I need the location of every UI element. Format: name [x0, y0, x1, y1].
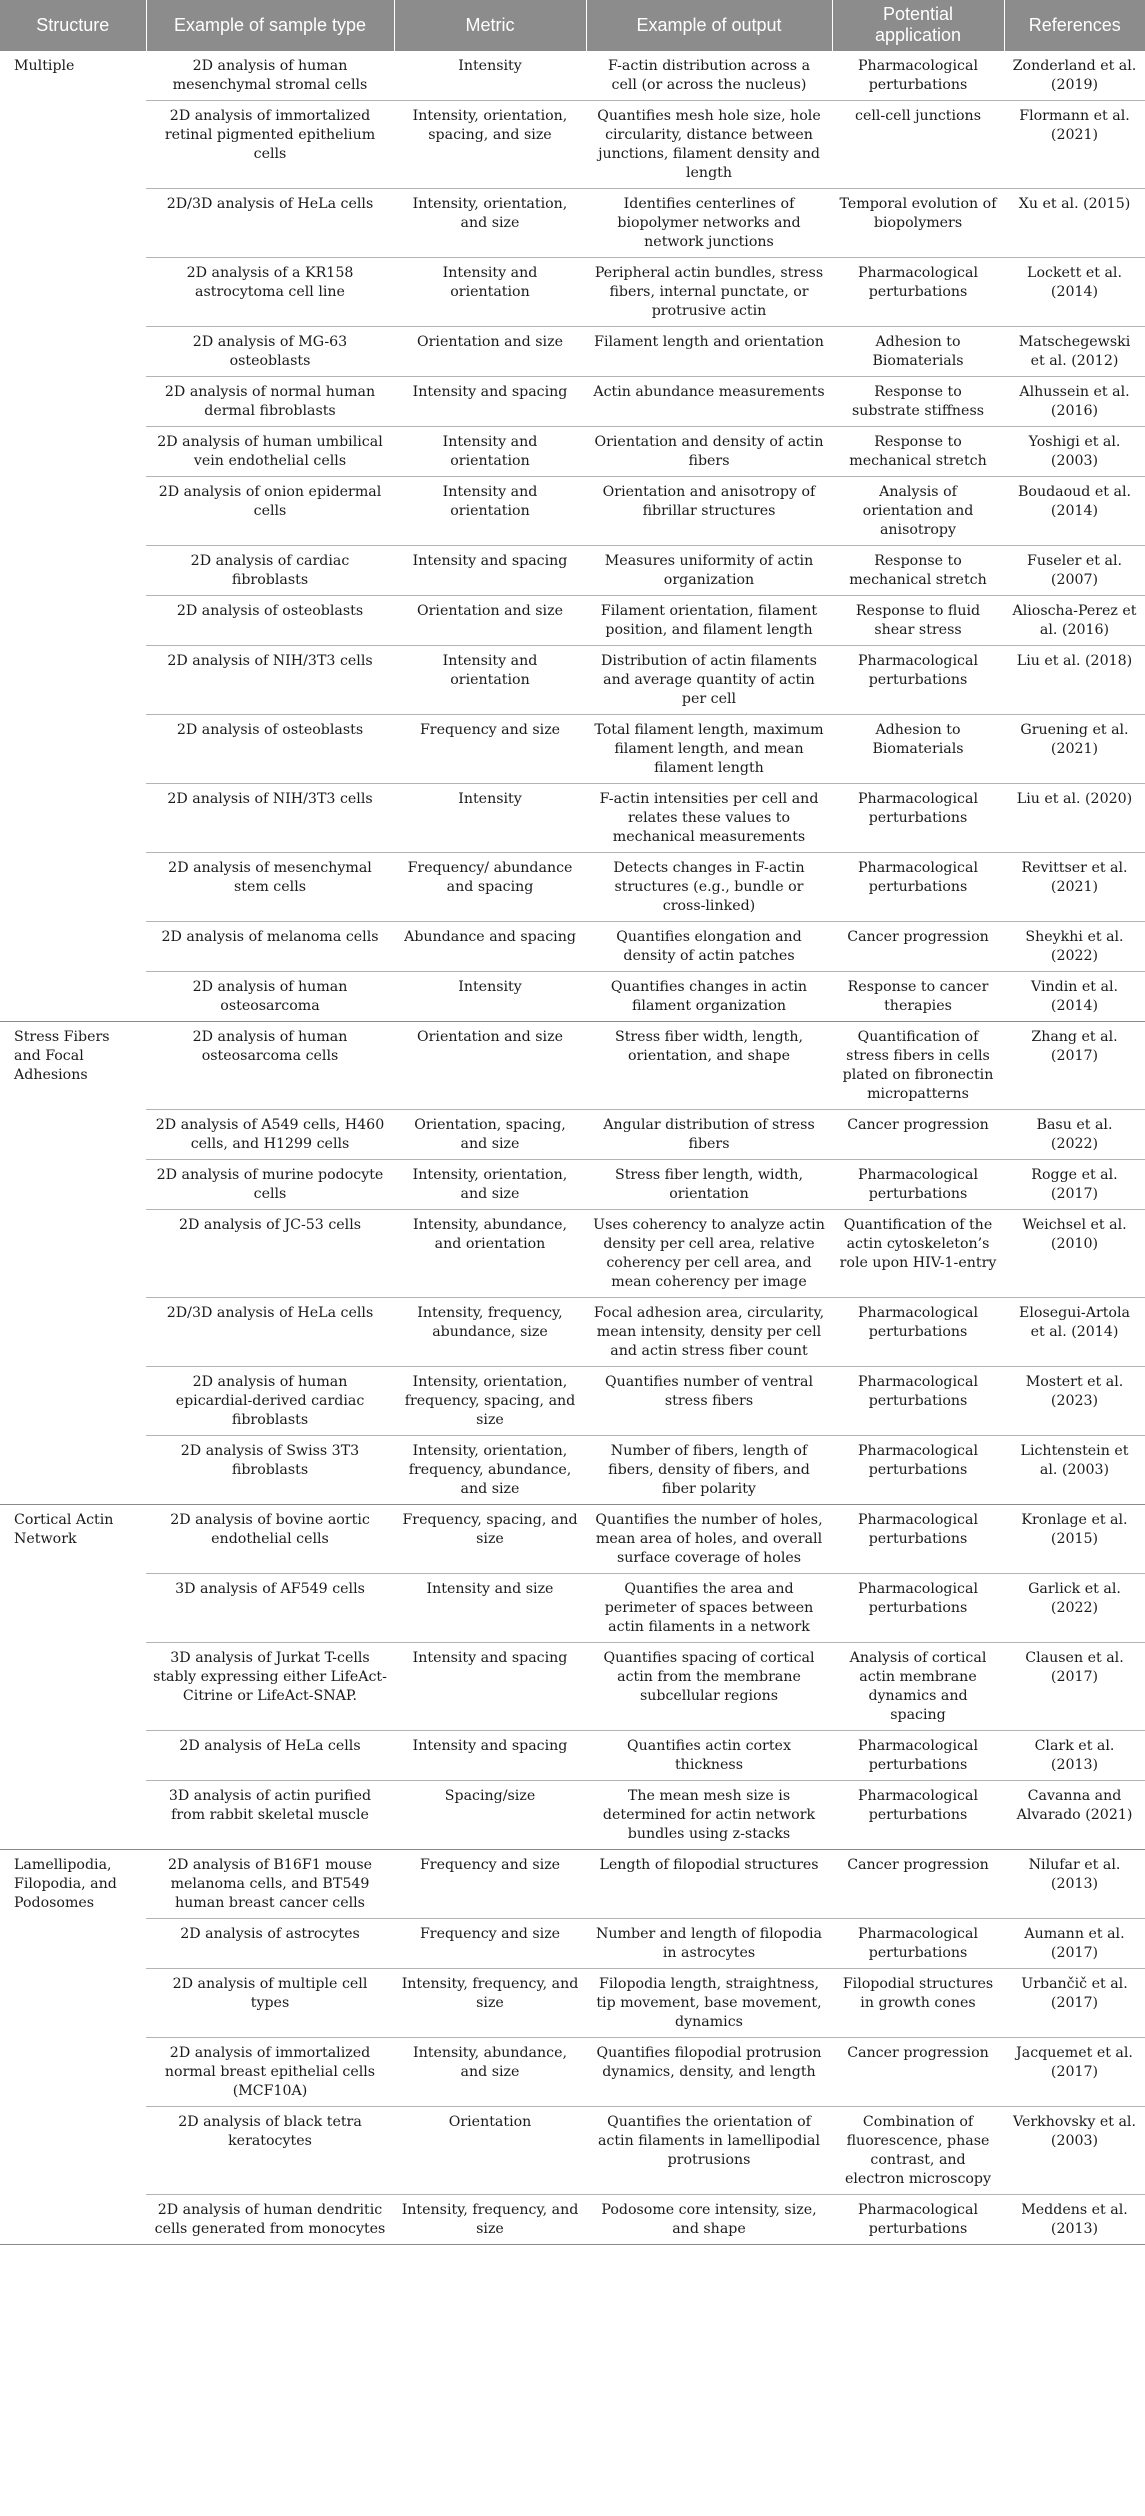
metric-cell: Intensity, frequency, and size — [394, 2195, 586, 2245]
sample-type-cell: 2D analysis of human epicardial-derived cardiac fibroblasts — [146, 1367, 394, 1436]
metric-cell: Spacing/size — [394, 1781, 586, 1850]
application-cell: Response to mechanical stretch — [832, 427, 1004, 477]
output-cell: Number of fibers, length of fibers, density of fibers, and fiber polarity — [586, 1436, 832, 1505]
reference-cell: Zonderland et al. (2019) — [1004, 51, 1145, 101]
metric-cell: Intensity and spacing — [394, 546, 586, 596]
metric-cell: Intensity and spacing — [394, 1731, 586, 1781]
application-cell: Cancer progression — [832, 1110, 1004, 1160]
output-cell: Quantifies actin cortex thickness — [586, 1731, 832, 1781]
sample-type-cell: 2D analysis of astrocytes — [146, 1919, 394, 1969]
metric-cell: Intensity, frequency, and size — [394, 1969, 586, 2038]
sample-type-cell: 2D analysis of a KR158 astrocytoma cell line — [146, 258, 394, 327]
reference-cell: Alhussein et al. (2016) — [1004, 377, 1145, 427]
metric-cell: Frequency and size — [394, 1850, 586, 1919]
output-cell: Focal adhesion area, circularity, mean intensity, density per cell and actin stress fiber count — [586, 1298, 832, 1367]
sample-type-cell: 2D analysis of MG-63 osteoblasts — [146, 327, 394, 377]
table-row — [0, 1367, 1145, 1436]
metric-cell: Intensity, orientation, and size — [394, 1160, 586, 1210]
metric-cell: Orientation and size — [394, 596, 586, 646]
metric-cell: Frequency and size — [394, 1919, 586, 1969]
application-cell: Pharmacological perturbations — [832, 51, 1004, 101]
header-output: Example of output — [586, 0, 832, 51]
output-cell: Quantifies number of ventral stress fibers — [586, 1367, 832, 1436]
metric-cell: Intensity and spacing — [394, 1643, 586, 1731]
metric-cell: Intensity — [394, 51, 586, 101]
table-row — [0, 377, 1145, 427]
table-row — [0, 1574, 1145, 1643]
reference-cell: Zhang et al. (2017) — [1004, 1022, 1145, 1110]
metric-cell: Frequency, spacing, and size — [394, 1505, 586, 1574]
table-row — [0, 1919, 1145, 1969]
reference-cell: Gruening et al. (2021) — [1004, 715, 1145, 784]
metric-cell: Intensity and orientation — [394, 427, 586, 477]
table-row — [0, 258, 1145, 327]
sample-type-cell: 2D analysis of human osteosarcoma — [146, 972, 394, 1022]
reference-cell: Elosegui-Artola et al. (2014) — [1004, 1298, 1145, 1367]
application-cell: Pharmacological perturbations — [832, 646, 1004, 715]
header-structure: Structure — [0, 0, 146, 51]
application-cell: Cancer progression — [832, 1850, 1004, 1919]
application-cell: Pharmacological perturbations — [832, 1298, 1004, 1367]
sample-type-cell: 2D analysis of melanoma cells — [146, 922, 394, 972]
reference-cell: Nilufar et al. (2013) — [1004, 1850, 1145, 1919]
reference-cell: Liu et al. (2020) — [1004, 784, 1145, 853]
sample-type-cell: 2D analysis of JC-53 cells — [146, 1210, 394, 1298]
output-cell: Angular distribution of stress fibers — [586, 1110, 832, 1160]
output-cell: Orientation and anisotropy of fibrillar structures — [586, 477, 832, 546]
reference-cell: Yoshigi et al. (2003) — [1004, 427, 1145, 477]
sample-type-cell: 2D analysis of NIH/3T3 cells — [146, 646, 394, 715]
output-cell: Detects changes in F-actin structures (e.g., bundle or cross-linked) — [586, 853, 832, 922]
sample-type-cell: 2D analysis of immortalized normal breast epithelial cells (MCF10A) — [146, 2038, 394, 2107]
metric-cell: Intensity, orientation, frequency, spacing, and size — [394, 1367, 586, 1436]
output-cell: Filament orientation, filament position, and filament length — [586, 596, 832, 646]
application-cell: Adhesion to Biomaterials — [832, 327, 1004, 377]
sample-type-cell: 2D analysis of mesenchymal stem cells — [146, 853, 394, 922]
table-row — [0, 596, 1145, 646]
application-cell: Pharmacological perturbations — [832, 1160, 1004, 1210]
table-row — [0, 1731, 1145, 1781]
table-row — [0, 101, 1145, 189]
table-row — [0, 2038, 1145, 2107]
metric-cell: Orientation, spacing, and size — [394, 1110, 586, 1160]
table-row — [0, 189, 1145, 258]
output-cell: Distribution of actin filaments and average quantity of actin per cell — [586, 646, 832, 715]
table-row — [0, 1110, 1145, 1160]
application-cell: Pharmacological perturbations — [832, 784, 1004, 853]
metric-cell: Intensity and orientation — [394, 646, 586, 715]
sample-type-cell: 2D analysis of onion epidermal cells — [146, 477, 394, 546]
application-cell: Quantification of stress fibers in cells plated on fibronectin micropatterns — [832, 1022, 1004, 1110]
output-cell: Quantifies the area and perimeter of spaces between actin filaments in a network — [586, 1574, 832, 1643]
sample-type-cell: 2D analysis of osteoblasts — [146, 715, 394, 784]
metric-cell: Intensity, orientation, and size — [394, 189, 586, 258]
table-body — [0, 51, 1145, 2245]
output-cell: Stress fiber width, length, orientation, and shape — [586, 1022, 832, 1110]
structure-cell: Multiple — [0, 51, 146, 1022]
reference-cell: Verkhovsky et al. (2003) — [1004, 2107, 1145, 2195]
sample-type-cell: 2D analysis of murine podocyte cells — [146, 1160, 394, 1210]
metric-cell: Intensity and orientation — [394, 258, 586, 327]
sample-type-cell: 2D analysis of Swiss 3T3 fibroblasts — [146, 1436, 394, 1505]
table-row — [0, 477, 1145, 546]
application-cell: Pharmacological perturbations — [832, 1781, 1004, 1850]
metric-cell: Intensity and size — [394, 1574, 586, 1643]
sample-type-cell: 2D analysis of human osteosarcoma cells — [146, 1022, 394, 1110]
metric-cell: Intensity, abundance, and orientation — [394, 1210, 586, 1298]
reference-cell: Aumann et al. (2017) — [1004, 1919, 1145, 1969]
metric-cell: Abundance and spacing — [394, 922, 586, 972]
output-cell: Quantifies spacing of cortical actin from the membrane subcellular regions — [586, 1643, 832, 1731]
output-cell: The mean mesh size is determined for actin network bundles using z-stacks — [586, 1781, 832, 1850]
application-cell: Pharmacological perturbations — [832, 1436, 1004, 1505]
reference-cell: Boudaoud et al. (2014) — [1004, 477, 1145, 546]
application-cell: Response to substrate stiffness — [832, 377, 1004, 427]
sample-type-cell: 2D analysis of human umbilical vein endothelial cells — [146, 427, 394, 477]
sample-type-cell: 2D analysis of HeLa cells — [146, 1731, 394, 1781]
reference-cell: Basu et al. (2022) — [1004, 1110, 1145, 1160]
metric-cell: Intensity, orientation, frequency, abundance, and size — [394, 1436, 586, 1505]
reference-cell: Cavanna and Alvarado (2021) — [1004, 1781, 1145, 1850]
application-cell: Pharmacological perturbations — [832, 1505, 1004, 1574]
output-cell: Total filament length, maximum filament length, and mean filament length — [586, 715, 832, 784]
output-cell: Filopodia length, straightness, tip movement, base movement, dynamics — [586, 1969, 832, 2038]
table-row — [0, 327, 1145, 377]
reference-cell: Liu et al. (2018) — [1004, 646, 1145, 715]
application-cell: Cancer progression — [832, 922, 1004, 972]
sample-type-cell: 2D analysis of cardiac fibroblasts — [146, 546, 394, 596]
metric-cell: Orientation and size — [394, 327, 586, 377]
sample-type-cell: 2D analysis of normal human dermal fibroblasts — [146, 377, 394, 427]
output-cell: Quantifies the orientation of actin filaments in lamellipodial protrusions — [586, 2107, 832, 2195]
table-row — [0, 922, 1145, 972]
output-cell: Identifies centerlines of biopolymer networks and network junctions — [586, 189, 832, 258]
metric-cell: Intensity, orientation, spacing, and size — [394, 101, 586, 189]
sample-type-cell: 2D analysis of human mesenchymal stromal cells — [146, 51, 394, 101]
table-row — [0, 646, 1145, 715]
output-cell: Number and length of filopodia in astrocytes — [586, 1919, 832, 1969]
output-cell: Filament length and orientation — [586, 327, 832, 377]
sample-type-cell: 3D analysis of AF549 cells — [146, 1574, 394, 1643]
reference-cell: Rogge et al. (2017) — [1004, 1160, 1145, 1210]
output-cell: Podosome core intensity, size, and shape — [586, 2195, 832, 2245]
sample-type-cell: 2D analysis of human dendritic cells generated from monocytes — [146, 2195, 394, 2245]
sample-type-cell: 2D analysis of immortalized retinal pigmented epithelium cells — [146, 101, 394, 189]
sample-type-cell: 2D/3D analysis of HeLa cells — [146, 1298, 394, 1367]
metric-cell: Intensity — [394, 784, 586, 853]
table-row — [0, 546, 1145, 596]
table-header-row — [0, 0, 1145, 51]
application-cell: Pharmacological perturbations — [832, 1731, 1004, 1781]
table-row — [0, 1022, 1145, 1110]
reference-cell: Weichsel et al. (2010) — [1004, 1210, 1145, 1298]
application-cell: Pharmacological perturbations — [832, 853, 1004, 922]
output-cell: Peripheral actin bundles, stress fibers, internal punctate, or protrusive actin — [586, 258, 832, 327]
metric-cell: Orientation — [394, 2107, 586, 2195]
table-row — [0, 2195, 1145, 2245]
application-cell: Cancer progression — [832, 2038, 1004, 2107]
table-row — [0, 1781, 1145, 1850]
metric-cell: Intensity, frequency, abundance, size — [394, 1298, 586, 1367]
header-application: Potential application — [832, 0, 1004, 51]
metric-cell: Intensity — [394, 972, 586, 1022]
output-cell: Quantifies elongation and density of actin patches — [586, 922, 832, 972]
reference-cell: Sheykhi et al. (2022) — [1004, 922, 1145, 972]
sample-type-cell: 3D analysis of actin purified from rabbit skeletal muscle — [146, 1781, 394, 1850]
reference-cell: Lockett et al. (2014) — [1004, 258, 1145, 327]
sample-type-cell: 2D analysis of B16F1 mouse melanoma cells, and BT549 human breast cancer cells — [146, 1850, 394, 1919]
output-cell: Actin abundance measurements — [586, 377, 832, 427]
reference-cell: Urbančič et al. (2017) — [1004, 1969, 1145, 2038]
table-row — [0, 1969, 1145, 2038]
table-row — [0, 784, 1145, 853]
table-row — [0, 1298, 1145, 1367]
application-cell: Response to cancer therapies — [832, 972, 1004, 1022]
header-metric: Metric — [394, 0, 586, 51]
application-cell: Filopodial structures in growth cones — [832, 1969, 1004, 2038]
table-row — [0, 1160, 1145, 1210]
table-row — [0, 51, 1145, 101]
application-cell: Pharmacological perturbations — [832, 1574, 1004, 1643]
table-row — [0, 715, 1145, 784]
reference-cell: Lichtenstein et al. (2003) — [1004, 1436, 1145, 1505]
metric-cell: Intensity, abundance, and size — [394, 2038, 586, 2107]
reference-cell: Clausen et al. (2017) — [1004, 1643, 1145, 1731]
output-cell: F-actin distribution across a cell (or across the nucleus) — [586, 51, 832, 101]
header-references: References — [1004, 0, 1145, 51]
application-cell: Analysis of cortical actin membrane dynamics and spacing — [832, 1643, 1004, 1731]
application-cell: Combination of fluorescence, phase contrast, and electron microscopy — [832, 2107, 1004, 2195]
table-row — [0, 1210, 1145, 1298]
application-cell: Quantification of the actin cytoskeleton’s role upon HIV-1-entry — [832, 1210, 1004, 1298]
application-cell: Temporal evolution of biopolymers — [832, 189, 1004, 258]
reference-cell: Jacquemet et al. (2017) — [1004, 2038, 1145, 2107]
reference-cell: Alioscha-Perez et al. (2016) — [1004, 596, 1145, 646]
output-cell: Quantifies mesh hole size, hole circularity, distance between junctions, filament density and length — [586, 101, 832, 189]
output-cell: Stress fiber length, width, orientation — [586, 1160, 832, 1210]
metric-cell: Intensity and spacing — [394, 377, 586, 427]
reference-cell: Xu et al. (2015) — [1004, 189, 1145, 258]
table-row — [0, 972, 1145, 1022]
application-cell: Response to mechanical stretch — [832, 546, 1004, 596]
output-cell: Orientation and density of actin fibers — [586, 427, 832, 477]
sample-type-cell: 2D analysis of A549 cells, H460 cells, and H1299 cells — [146, 1110, 394, 1160]
sample-type-cell: 2D/3D analysis of HeLa cells — [146, 189, 394, 258]
table-row — [0, 1850, 1145, 1919]
application-cell: Pharmacological perturbations — [832, 2195, 1004, 2245]
sample-type-cell: 2D analysis of bovine aortic endothelial cells — [146, 1505, 394, 1574]
reference-cell: Vindin et al. (2014) — [1004, 972, 1145, 1022]
reference-cell: Mostert et al. (2023) — [1004, 1367, 1145, 1436]
output-cell: Quantifies filopodial protrusion dynamics, density, and length — [586, 2038, 832, 2107]
application-cell: Analysis of orientation and anisotropy — [832, 477, 1004, 546]
metric-cell: Frequency/ abundance and spacing — [394, 853, 586, 922]
structure-cell: Stress Fibers and Focal Adhesions — [0, 1022, 146, 1505]
output-cell: Quantifies the number of holes, mean area of holes, and overall surface coverage of holes — [586, 1505, 832, 1574]
reference-cell: Revittser et al. (2021) — [1004, 853, 1145, 922]
reference-cell: Fuseler et al. (2007) — [1004, 546, 1145, 596]
sample-type-cell: 2D analysis of NIH/3T3 cells — [146, 784, 394, 853]
application-cell: Pharmacological perturbations — [832, 258, 1004, 327]
table-row — [0, 853, 1145, 922]
table-row — [0, 1436, 1145, 1505]
output-cell: Length of filopodial structures — [586, 1850, 832, 1919]
application-cell: Pharmacological perturbations — [832, 1919, 1004, 1969]
table-row — [0, 427, 1145, 477]
table-row — [0, 1505, 1145, 1574]
output-cell: Measures uniformity of actin organization — [586, 546, 832, 596]
sample-type-cell: 3D analysis of Jurkat T-cells stably expressing either LifeAct-Citrine or LifeAct-SNAP. — [146, 1643, 394, 1731]
output-cell: Uses coherency to analyze actin density per cell area, relative coherency per cell area, and mean coherency per image — [586, 1210, 832, 1298]
sample-type-cell: 2D analysis of osteoblasts — [146, 596, 394, 646]
table-row — [0, 1643, 1145, 1731]
reference-cell: Meddens et al. (2013) — [1004, 2195, 1145, 2245]
reference-cell: Kronlage et al. (2015) — [1004, 1505, 1145, 1574]
metric-cell: Intensity and orientation — [394, 477, 586, 546]
application-cell: cell-cell junctions — [832, 101, 1004, 189]
structure-cell: Cortical Actin Network — [0, 1505, 146, 1850]
application-cell: Adhesion to Biomaterials — [832, 715, 1004, 784]
output-cell: Quantifies changes in actin filament organization — [586, 972, 832, 1022]
structure-cell: Lamellipodia, Filopodia, and Podosomes — [0, 1850, 146, 2245]
reference-cell: Flormann et al. (2021) — [1004, 101, 1145, 189]
table-row — [0, 2107, 1145, 2195]
output-cell: F-actin intensities per cell and relates these values to mechanical measurements — [586, 784, 832, 853]
reference-cell: Garlick et al. (2022) — [1004, 1574, 1145, 1643]
application-cell: Response to fluid shear stress — [832, 596, 1004, 646]
application-cell: Pharmacological perturbations — [832, 1367, 1004, 1436]
metric-cell: Orientation and size — [394, 1022, 586, 1110]
sample-type-cell: 2D analysis of black tetra keratocytes — [146, 2107, 394, 2195]
header-sample-type: Example of sample type — [146, 0, 394, 51]
reference-cell: Matschegewski et al. (2012) — [1004, 327, 1145, 377]
reference-cell: Clark et al. (2013) — [1004, 1731, 1145, 1781]
metric-cell: Frequency and size — [394, 715, 586, 784]
sample-type-cell: 2D analysis of multiple cell types — [146, 1969, 394, 2038]
